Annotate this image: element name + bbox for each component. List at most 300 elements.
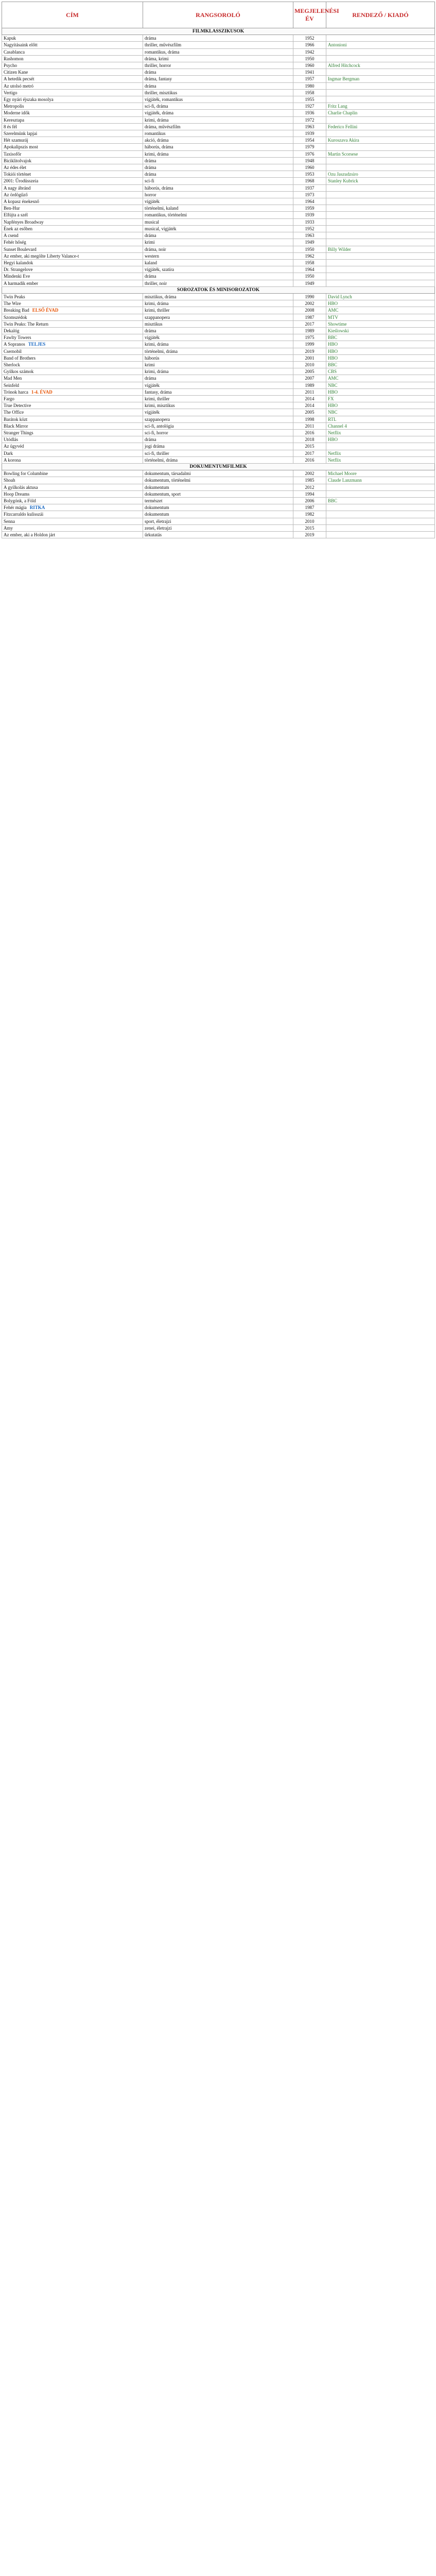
cell-title [2,518,143,524]
cell-category: dráma, művészfilm [143,123,293,130]
title-text: Stranger Things [4,430,33,435]
table-row [2,382,435,388]
cell-category: történelmi, dráma [143,348,293,354]
cell-title [2,470,143,477]
title-text: Az ördögűző [4,192,28,197]
title-text: Szomszédok [4,314,27,320]
title-text: Trónok harca [4,389,28,395]
table-row [2,361,435,368]
cell-category: történelmi, dráma [143,456,293,463]
table-row [2,42,435,48]
cell-year: 1952 [293,225,326,232]
title-text: Mindenki Eve [4,274,30,279]
cell-director: RTL [326,416,435,422]
cell-director: Netflix [326,456,435,463]
cell-category: dráma, noir [143,246,293,252]
table-row [2,443,435,450]
header-director: RENDEZŐ / KIADÓ [326,2,435,28]
cell-year: 1968 [293,178,326,184]
header-year: MEGJELENÉSI ÉV [293,2,326,28]
cell-director: Charlie Chaplin [326,110,435,116]
title-text: Dr. Strangelove [4,267,33,273]
table-row [2,504,435,511]
cell-title [2,123,143,130]
title-text: Bowling for Columbine [4,471,48,477]
cell-director [326,259,435,266]
cell-title [2,368,143,375]
cell-title [2,212,143,218]
cell-category: dráma [143,157,293,164]
cell-title [2,184,143,191]
cell-year: 1999 [293,341,326,348]
cell-category: krimi, misztikus [143,402,293,409]
cell-year: 1952 [293,35,326,42]
cell-title [2,76,143,82]
table-row [2,422,435,429]
table-row [2,239,435,246]
cell-year: 2014 [293,402,326,409]
cell-director: HBO [326,300,435,307]
title-text: Az ember, aki megölte Liberty Valance-t [4,253,79,259]
cell-category: thriller, horror [143,62,293,69]
table-row [2,314,435,320]
cell-title [2,82,143,89]
cell-year: 1994 [293,490,326,497]
title-text: Utódlás [4,437,18,443]
cell-year: 1963 [293,123,326,130]
table-row [2,477,435,484]
cell-category: misztikus, dráma [143,293,293,300]
cell-year: 1964 [293,198,326,205]
cell-category: szappanopera [143,416,293,422]
table-row [2,266,435,273]
cell-director [326,82,435,89]
cell-director: Kieślowski [326,327,435,334]
cell-title [2,150,143,157]
cell-director: Michael Moore [326,470,435,477]
cell-director: HBO [326,388,435,395]
cell-title [2,327,143,334]
cell-director [326,130,435,137]
cell-category: sci-fi, antológia [143,422,293,429]
cell-category: krimi [143,239,293,246]
cell-title [2,300,143,307]
table-row [2,48,435,55]
cell-title [2,157,143,164]
cell-director: Claude Lanzmann [326,477,435,484]
title-text: Csernobil [4,348,22,354]
cell-category: krimi, dráma [143,368,293,375]
cell-title [2,252,143,259]
cell-category: krimi, dráma [143,300,293,307]
cell-title [2,35,143,42]
table-row [2,130,435,137]
title-text: Amy [4,525,13,531]
cell-director: AMC [326,375,435,382]
table-row [2,157,435,164]
cell-year: 2002 [293,470,326,477]
cell-director [326,35,435,42]
cell-year: 2007 [293,375,326,382]
cell-category: dokumentum, sport [143,490,293,497]
title-text: Elfújta a szél [4,212,28,218]
cell-title [2,42,143,48]
cell-title [2,524,143,531]
table-row [2,103,435,110]
cell-year: 1948 [293,157,326,164]
cell-category: dráma [143,327,293,334]
cell-category: krimi, dráma [143,116,293,123]
cell-director [326,232,435,239]
cell-category: dokumentum, történelmi [143,477,293,484]
cell-director: HBO [326,354,435,361]
title-text: Fehér hőség [4,240,26,245]
title-text: Breaking Bad [4,308,29,313]
cell-title [2,334,143,341]
cell-title [2,361,143,368]
title-text: Nagyításaink előtt [4,42,38,48]
cell-category: krimi, thriller [143,307,293,314]
section-title: FILMKLASSZIKUSOK [2,28,435,35]
cell-director [326,532,435,538]
title-text: Senna [4,518,15,524]
cell-year: 2017 [293,320,326,327]
cell-category: dráma [143,164,293,171]
cell-year: 1958 [293,89,326,96]
cell-title [2,382,143,388]
cell-title [2,422,143,429]
cell-category: vígjáték [143,198,293,205]
table-row [2,354,435,361]
cell-title [2,164,143,171]
cell-title [2,280,143,286]
cell-category: sci-fi, horror [143,429,293,436]
table-row [2,327,435,334]
table-row [2,144,435,150]
cell-director: Billy Wilder [326,246,435,252]
cell-category: dokumentum, társadalmi [143,470,293,477]
cell-director [326,55,435,62]
cell-director: Ingmar Bergman [326,76,435,82]
table-row [2,320,435,327]
cell-year: 1960 [293,62,326,69]
title-text: Sherlock [4,362,20,367]
cell-director: HBO [326,348,435,354]
cell-title [2,388,143,395]
title-text: The Wire [4,301,21,307]
table-row [2,484,435,490]
title-text: Rashomon [4,56,24,61]
section-header-row [2,28,435,35]
title-text: Szerelmünk lapjai [4,131,38,137]
table-row [2,280,435,286]
table-row [2,218,435,225]
cell-director [326,205,435,212]
cell-director [326,239,435,246]
cell-year: 1950 [293,55,326,62]
cell-year: 1966 [293,42,326,48]
cell-title [2,402,143,409]
cell-director: Showtime [326,320,435,327]
cell-year: 1949 [293,280,326,286]
cell-category: krimi, thriller [143,395,293,402]
cell-year: 1989 [293,327,326,334]
cell-year: 2018 [293,436,326,443]
cell-director [326,48,435,55]
title-text: Gyilkos számok [4,369,34,375]
title-text: Moderne idők [4,110,30,116]
cell-title [2,144,143,150]
table-row [2,82,435,89]
cell-year: 2008 [293,307,326,314]
cell-director: David Lynch [326,293,435,300]
table-row [2,55,435,62]
cell-title [2,490,143,497]
table-row [2,300,435,307]
cell-title [2,110,143,116]
title-text: Black Mirror [4,423,28,429]
cell-year: 1980 [293,82,326,89]
cell-director: HBO [326,402,435,409]
cell-category: akció, dráma [143,137,293,144]
cell-director [326,524,435,531]
cell-category: dráma [143,232,293,239]
title-tag: TELJES [28,342,46,347]
table-row [2,96,435,103]
table-row [2,212,435,218]
cell-category: dráma [143,436,293,443]
table-row [2,191,435,198]
cell-year: 1953 [293,171,326,178]
cell-year: 2011 [293,388,326,395]
cell-category: romantikus, történelmi [143,212,293,218]
cell-director [326,225,435,232]
cell-category: vígjáték [143,334,293,341]
title-text: A hetedik pecsét [4,76,34,82]
table-row [2,76,435,82]
cell-director [326,273,435,280]
title-text: Ben-Hur [4,206,20,211]
cell-title [2,266,143,273]
cell-year: 1949 [293,239,326,246]
cell-year: 2001 [293,354,326,361]
table-row [2,524,435,531]
cell-title [2,409,143,416]
cell-director [326,511,435,518]
cell-director: NBC [326,409,435,416]
title-text: Biciklitolvajok [4,158,31,163]
title-text: Ének az esőben [4,226,32,231]
cell-category: háborús [143,354,293,361]
film-catalog-table [2,2,435,538]
cell-title [2,314,143,320]
cell-category: vígjáték [143,382,293,388]
table-row [2,232,435,239]
section-title: DOKUMENTUMFILMEK [2,464,435,470]
title-text: Hoop Dreams [4,491,30,497]
cell-category: történelmi, kaland [143,205,293,212]
table-row [2,450,435,456]
table-row [2,205,435,212]
table-row [2,137,435,144]
cell-category: dokumentum [143,484,293,490]
cell-year: 2016 [293,429,326,436]
cell-category: krimi [143,361,293,368]
title-text: Metropolis [4,104,24,109]
title-text: Seinfeld [4,382,19,388]
cell-director [326,518,435,524]
cell-director: Netflix [326,429,435,436]
cell-director: Federico Fellini [326,123,435,130]
table-row [2,436,435,443]
title-text: Mad Men [4,376,22,381]
cell-title [2,89,143,96]
cell-title [2,354,143,361]
cell-title [2,171,143,178]
cell-title [2,293,143,300]
table-row [2,402,435,409]
title-text: Fargo [4,396,14,401]
cell-director [326,252,435,259]
cell-year: 1975 [293,334,326,341]
table-row [2,184,435,191]
title-text: Casablanca [4,49,25,55]
title-text: Barátok közt [4,416,28,422]
cell-year: 2019 [293,532,326,538]
table-row [2,490,435,497]
cell-director: Kuroszava Akira [326,137,435,144]
title-text: Keresztapa [4,117,24,123]
cell-category: sci-fi, thriller [143,450,293,456]
title-text: Hegyi kalandok [4,260,33,265]
cell-title [2,273,143,280]
cell-director: Antonioni [326,42,435,48]
cell-title [2,484,143,490]
cell-year: 2012 [293,484,326,490]
cell-title [2,477,143,484]
cell-year: 1959 [293,205,326,212]
cell-year: 1960 [293,164,326,171]
cell-category: dráma [143,82,293,89]
cell-year: 1982 [293,511,326,518]
cell-category: musical, vígjáték [143,225,293,232]
cell-director: CBS [326,368,435,375]
title-text: Sunset Boulevard [4,246,37,252]
cell-category: természet [143,498,293,504]
cell-director: Netflix [326,450,435,456]
cell-title [2,69,143,76]
table-row [2,69,435,76]
title-tag: RITKA [29,505,45,511]
cell-category: western [143,252,293,259]
cell-director: FX [326,395,435,402]
cell-director [326,443,435,450]
cell-title [2,116,143,123]
cell-category: romantikus, dráma [143,48,293,55]
cell-year: 2002 [293,300,326,307]
cell-year: 1979 [293,144,326,150]
cell-year: 2015 [293,524,326,531]
table-row [2,246,435,252]
cell-year: 1964 [293,266,326,273]
cell-year: 1958 [293,259,326,266]
title-text: Bolygónk, a Föld [4,498,36,504]
cell-category: dráma [143,375,293,382]
title-tag: ELSŐ ÉVAD [32,308,59,313]
cell-year: 2016 [293,456,326,463]
cell-title [2,511,143,518]
title-text: Az édes élet [4,165,26,171]
table-row [2,293,435,300]
table-row [2,416,435,422]
title-text: A nagy ábránd [4,185,31,191]
cell-year: 1954 [293,137,326,144]
table-row [2,532,435,538]
cell-year: 1927 [293,103,326,110]
cell-category: szappanopera [143,314,293,320]
table-row [2,225,435,232]
cell-category: dokumentum [143,504,293,511]
cell-category: thriller, misztikus [143,89,293,96]
cell-year: 1987 [293,504,326,511]
title-text: A kopasz énekesnő [4,199,39,205]
cell-category: zenei, életrajzi [143,524,293,531]
table-row [2,198,435,205]
cell-year: 1933 [293,218,326,225]
cell-year: 1987 [293,314,326,320]
table-row [2,273,435,280]
cell-title [2,205,143,212]
cell-title [2,341,143,348]
cell-title [2,259,143,266]
cell-director [326,484,435,490]
cell-title [2,62,143,69]
cell-director: BBC [326,334,435,341]
table-body [2,28,435,538]
cell-category: krimi, dráma [143,150,293,157]
cell-director: Fritz Lang [326,103,435,110]
cell-director: Ozu Jaszudzsiro [326,171,435,178]
title-text: Fehér mágia [4,505,27,511]
table-row [2,164,435,171]
cell-year: 1989 [293,382,326,388]
title-text: Psycho [4,63,18,69]
cell-title [2,218,143,225]
cell-director: AMC [326,307,435,314]
cell-director: BBC [326,498,435,504]
cell-title [2,348,143,354]
cell-title [2,498,143,504]
cell-category: thriller, művészfilm [143,42,293,48]
title-text: A gyilkolás aktusa [4,484,38,490]
cell-year: 2017 [293,450,326,456]
cell-year: 2005 [293,409,326,416]
table-row [2,259,435,266]
cell-year: 1963 [293,232,326,239]
table-row [2,498,435,504]
title-text: 8 és fél [4,124,17,129]
cell-year: 2014 [293,395,326,402]
cell-director [326,184,435,191]
cell-director [326,69,435,76]
section-header-row [2,286,435,293]
cell-director: HBO [326,436,435,443]
cell-category: háborús, dráma [143,144,293,150]
title-text: Band of Brothers [4,355,36,361]
cell-director [326,96,435,103]
cell-category: dokumentum [143,511,293,518]
title-text: Egy nyári éjszaka mosolya [4,97,54,103]
